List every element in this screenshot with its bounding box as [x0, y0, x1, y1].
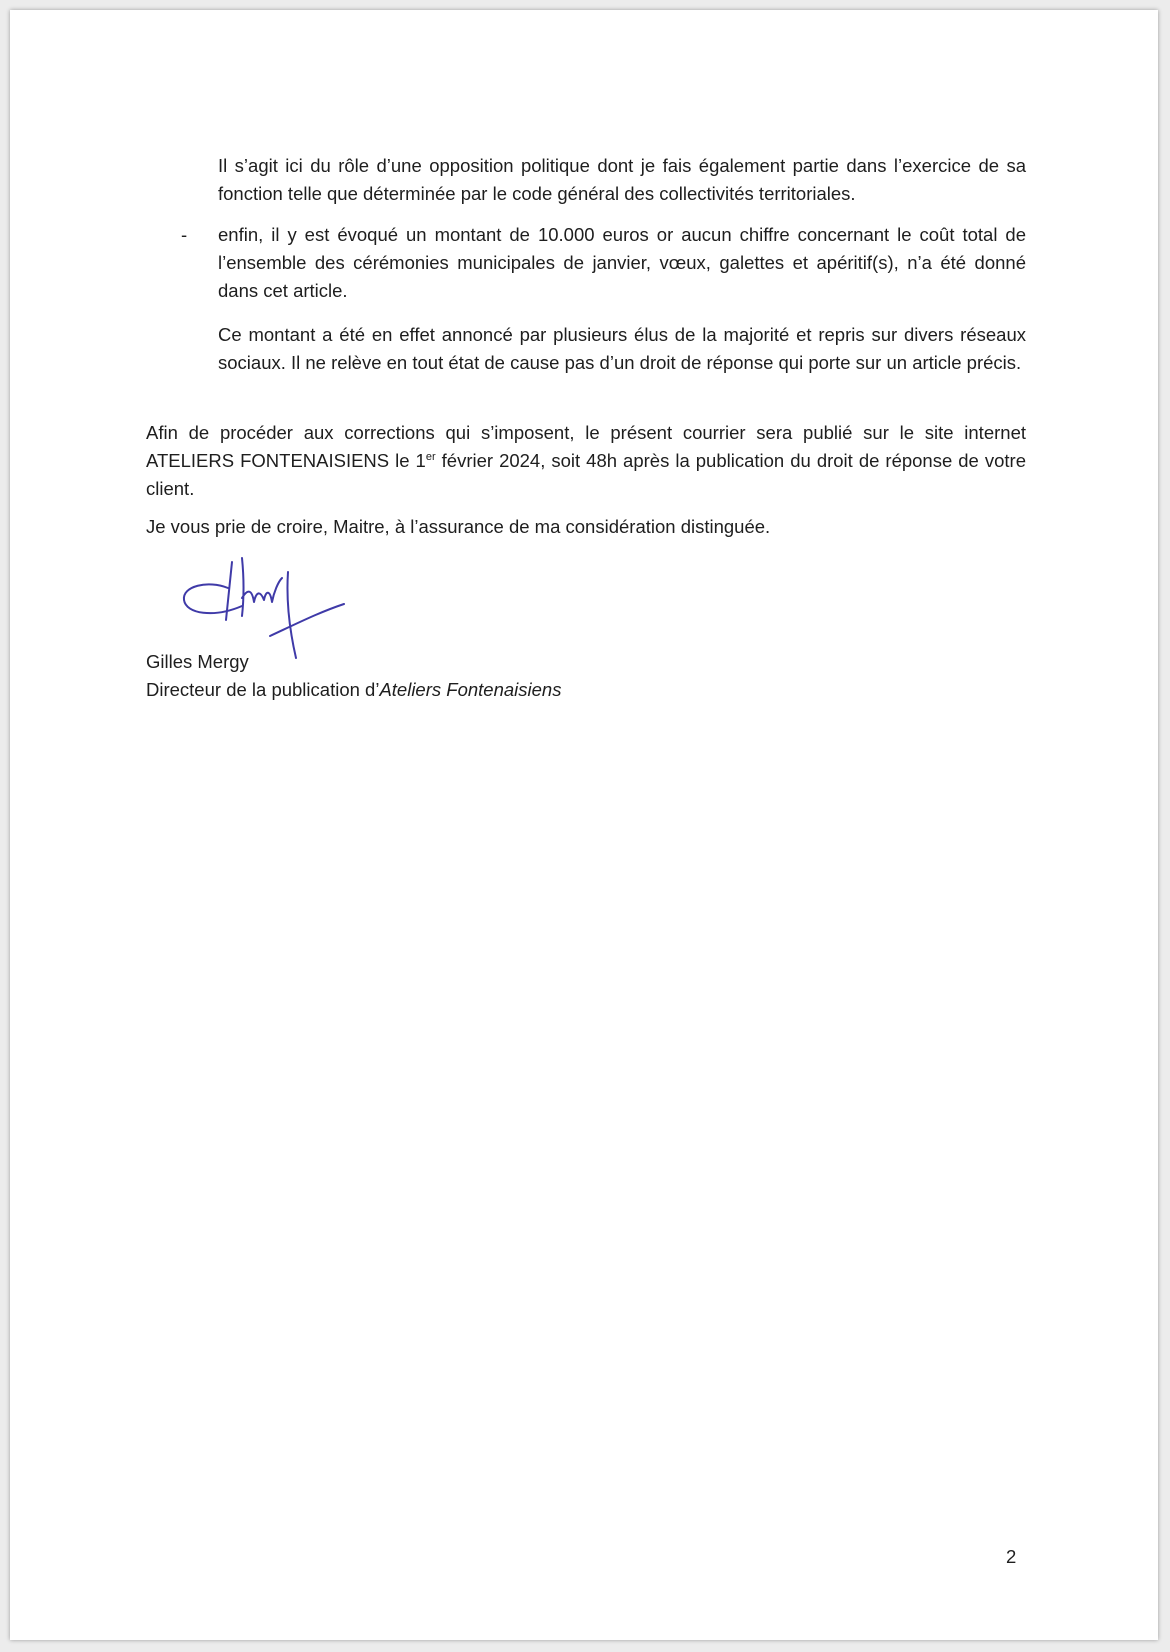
paragraph-corrections-part2: février 2024, soit 48h après la publication du droit de réponse de votre client.	[146, 450, 1026, 499]
ordinal-superscript: er	[425, 450, 436, 463]
signer-title-prefix: Directeur de la publication d’	[146, 679, 380, 700]
paragraph-montant: Ce montant a été en effet annoncé par plusieurs élus de la majorité et repris sur divers réseaux sociaux. Il ne relève en tout état de cause pas d’un droit de réponse qui porte sur un article précis.	[218, 324, 1026, 373]
paragraph-corrections-part1: Afin de procéder aux corrections qui s’imposent, le présent courrier sera publié sur le site internet ATELIERS FONTENAISIENS le 1	[146, 422, 1026, 471]
paragraph-corrections	[146, 419, 1026, 503]
document-page	[10, 10, 1158, 1640]
bullet-marker: -	[181, 224, 188, 245]
paragraph-opposition: Il s’agit ici du rôle d’une opposition politique dont je fais également partie dans l’exercice de sa fonction telle que déterminée par le code général des collectivités territoriales.	[218, 155, 1026, 204]
handwritten-signature	[170, 552, 370, 662]
bullet-item-enfin: enfin, il y est évoqué un montant de 10.000 euros or aucun chiffre concernant le coût total de l’ensemble des cérémonies municipales de janvier, vœux, galettes et apéritif(s), n’a été donné dans cet article.	[218, 224, 1026, 301]
page-number: 2	[1006, 1546, 1017, 1567]
publication-name: Ateliers Fontenaisiens	[379, 679, 562, 700]
signer-name: Gilles Mergy	[146, 651, 249, 672]
closing-formula: Je vous prie de croire, Maitre, à l’assurance de ma considération distinguée.	[146, 516, 771, 537]
signer-title	[146, 676, 561, 704]
